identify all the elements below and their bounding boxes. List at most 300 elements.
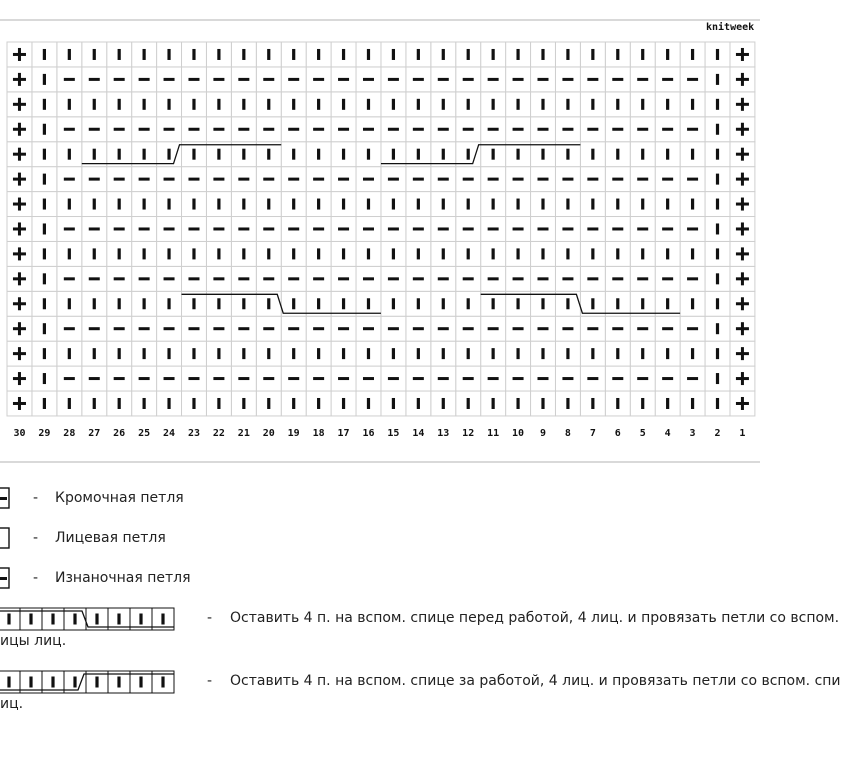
- knit-stitch: [93, 149, 96, 160]
- purl-stitch: [537, 327, 548, 330]
- knit-stitch: [492, 398, 495, 409]
- purl-stitch: [463, 78, 474, 81]
- column-number: 13: [437, 428, 450, 439]
- purl-stitch: [413, 277, 424, 280]
- purl-stitch: [488, 227, 499, 230]
- purl-stitch: [537, 78, 548, 81]
- purl-stitch: [164, 128, 175, 131]
- knit-stitch: [467, 248, 470, 259]
- knit-stitch: [167, 398, 170, 409]
- knit-stitch: [442, 398, 445, 409]
- knit-stitch: [43, 273, 46, 284]
- knit-stitch: [417, 49, 420, 60]
- purl-stitch: [164, 227, 175, 230]
- knit-stitch: [192, 248, 195, 259]
- knit-stitch: [143, 149, 146, 160]
- knit-stitch: [68, 149, 71, 160]
- purl-stitch: [438, 78, 449, 81]
- knit-stitch: [242, 248, 245, 259]
- legend-knit-stitch: [73, 614, 76, 625]
- legend-edge-dash: -: [33, 490, 39, 506]
- knit-stitch: [691, 348, 694, 359]
- knit-stitch: [292, 99, 295, 110]
- knit-stitch: [292, 248, 295, 259]
- purl-stitch: [89, 128, 100, 131]
- edge-stitch: [18, 173, 21, 186]
- purl-stitch: [537, 277, 548, 280]
- purl-stitch: [562, 277, 573, 280]
- knit-stitch: [666, 298, 669, 309]
- knit-stitch: [417, 199, 420, 210]
- purl-stitch: [188, 377, 199, 380]
- edge-stitch: [741, 247, 744, 260]
- purl-stitch: [463, 178, 474, 181]
- knit-stitch: [666, 348, 669, 359]
- purl-stitch: [388, 327, 399, 330]
- purl-stitch: [662, 78, 673, 81]
- purl-stitch: [64, 327, 75, 330]
- knit-stitch: [716, 74, 719, 85]
- knit-stitch: [267, 199, 270, 210]
- knit-stitch: [242, 149, 245, 160]
- edge-stitch: [741, 322, 744, 335]
- purl-stitch: [612, 78, 623, 81]
- purl-stitch: [338, 78, 349, 81]
- knit-stitch: [442, 99, 445, 110]
- knit-stitch: [392, 348, 395, 359]
- purl-stitch: [662, 128, 673, 131]
- purl-stitch: [164, 78, 175, 81]
- edge-stitch: [741, 372, 744, 385]
- knit-stitch: [118, 149, 121, 160]
- knit-stitch: [417, 99, 420, 110]
- knit-stitch: [516, 199, 519, 210]
- purl-stitch: [263, 178, 274, 181]
- knit-stitch: [492, 248, 495, 259]
- column-number: 27: [88, 428, 101, 439]
- purl-stitch: [363, 78, 374, 81]
- purl-stitch: [463, 128, 474, 131]
- knit-stitch: [217, 199, 220, 210]
- purl-stitch: [637, 377, 648, 380]
- knit-stitch: [68, 348, 71, 359]
- knit-stitch: [43, 398, 46, 409]
- knit-stitch: [143, 398, 146, 409]
- column-number: 3: [689, 428, 696, 439]
- knit-stitch: [167, 248, 170, 259]
- knit-stitch: [641, 49, 644, 60]
- knit-stitch: [442, 49, 445, 60]
- legend-knit-stitch: [7, 677, 10, 688]
- knit-stitch: [516, 298, 519, 309]
- purl-stitch: [139, 277, 150, 280]
- purl-stitch: [114, 128, 125, 131]
- knit-stitch: [93, 398, 96, 409]
- knit-stitch: [641, 99, 644, 110]
- knit-stitch: [716, 398, 719, 409]
- knit-stitch: [242, 348, 245, 359]
- knit-stitch: [417, 298, 420, 309]
- purl-stitch: [562, 377, 573, 380]
- knit-stitch: [118, 99, 121, 110]
- purl-stitch: [562, 227, 573, 230]
- knit-stitch: [43, 223, 46, 234]
- purl-stitch: [662, 277, 673, 280]
- knit-stitch: [516, 49, 519, 60]
- purl-stitch: [687, 227, 698, 230]
- purl-stitch: [463, 227, 474, 230]
- knit-stitch: [367, 348, 370, 359]
- purl-stitch: [89, 377, 100, 380]
- purl-stitch: [238, 78, 249, 81]
- purl-stitch: [238, 128, 249, 131]
- purl-stitch: [488, 78, 499, 81]
- column-number: 23: [187, 428, 200, 439]
- legend-edge-symbol: [0, 487, 10, 509]
- knit-stitch: [616, 298, 619, 309]
- column-number: 8: [564, 428, 571, 439]
- legend-purl-label: Изнаночная петля: [55, 570, 191, 586]
- knit-stitch: [93, 348, 96, 359]
- purl-stitch: [338, 327, 349, 330]
- purl-stitch: [64, 128, 75, 131]
- purl-stitch: [64, 377, 75, 380]
- purl-stitch: [139, 227, 150, 230]
- purl-stitch: [612, 277, 623, 280]
- column-number: 19: [287, 428, 300, 439]
- knit-stitch: [143, 298, 146, 309]
- purl-stitch: [562, 78, 573, 81]
- edge-stitch: [18, 372, 21, 385]
- knit-stitch: [616, 248, 619, 259]
- purl-stitch: [64, 78, 75, 81]
- purl-stitch: [438, 277, 449, 280]
- knit-stitch: [566, 49, 569, 60]
- knit-stitch: [43, 373, 46, 384]
- purl-stitch: [313, 277, 324, 280]
- knit-stitch: [591, 149, 594, 160]
- purl-stitch: [413, 327, 424, 330]
- purl-stitch: [139, 128, 150, 131]
- purl-stitch: [338, 227, 349, 230]
- knit-stitch: [616, 49, 619, 60]
- knit-stitch: [93, 49, 96, 60]
- knit-stitch: [367, 99, 370, 110]
- edge-stitch: [741, 397, 744, 410]
- purl-stitch: [562, 327, 573, 330]
- knit-stitch: [217, 348, 220, 359]
- purl-stitch: [513, 128, 524, 131]
- purl-stitch: [263, 327, 274, 330]
- purl-stitch: [612, 327, 623, 330]
- knit-stitch: [143, 49, 146, 60]
- purl-stitch: [114, 377, 125, 380]
- purl-stitch: [637, 178, 648, 181]
- purl-stitch: [313, 78, 324, 81]
- knit-stitch: [242, 298, 245, 309]
- knit-stitch: [467, 149, 470, 160]
- purl-stitch: [463, 277, 474, 280]
- purl-stitch: [388, 178, 399, 181]
- purl-stitch: [363, 178, 374, 181]
- purl-stitch: [687, 78, 698, 81]
- purl-stitch: [612, 377, 623, 380]
- purl-stitch: [687, 327, 698, 330]
- knit-stitch: [392, 99, 395, 110]
- legend-purl-dash: -: [33, 570, 39, 586]
- knit-stitch: [417, 348, 420, 359]
- purl-stitch: [263, 128, 274, 131]
- purl-stitch: [288, 128, 299, 131]
- knit-stitch: [118, 348, 121, 359]
- knit-stitch: [616, 348, 619, 359]
- purl-stitch: [388, 227, 399, 230]
- knit-stitch: [566, 398, 569, 409]
- knit-stitch: [242, 99, 245, 110]
- purl-stitch: [238, 277, 249, 280]
- knit-stitch: [217, 248, 220, 259]
- knit-stitch: [317, 99, 320, 110]
- purl-stitch: [213, 128, 224, 131]
- purl-stitch: [662, 227, 673, 230]
- knit-stitch: [342, 99, 345, 110]
- knit-stitch: [367, 199, 370, 210]
- purl-stitch: [213, 227, 224, 230]
- purl-stitch: [114, 178, 125, 181]
- knit-stitch: [541, 49, 544, 60]
- knit-stitch: [467, 199, 470, 210]
- knit-stitch: [367, 398, 370, 409]
- purl-stitch: [438, 327, 449, 330]
- purl-stitch: [188, 277, 199, 280]
- column-number: 29: [38, 428, 51, 439]
- knit-stitch: [68, 49, 71, 60]
- knit-stitch: [342, 49, 345, 60]
- edge-stitch: [18, 48, 21, 61]
- purl-stitch: [388, 78, 399, 81]
- purl-stitch: [438, 227, 449, 230]
- purl-stitch: [513, 327, 524, 330]
- purl-stitch: [164, 377, 175, 380]
- knit-stitch: [716, 248, 719, 259]
- knit-stitch: [616, 149, 619, 160]
- legend-knit-stitch: [95, 614, 98, 625]
- legend-cable-front-symbol: [0, 606, 182, 632]
- knit-stitch: [317, 398, 320, 409]
- knit-stitch: [192, 99, 195, 110]
- legend-cable-back-symbol: [0, 669, 182, 695]
- knit-stitch: [716, 273, 719, 284]
- knit-stitch: [691, 298, 694, 309]
- purl-stitch: [89, 178, 100, 181]
- knit-stitch: [566, 149, 569, 160]
- knit-stitch: [317, 49, 320, 60]
- knit-stitch: [616, 199, 619, 210]
- knit-stitch: [317, 149, 320, 160]
- knit-stitch: [566, 199, 569, 210]
- purl-stitch: [288, 277, 299, 280]
- purl-stitch: [238, 327, 249, 330]
- knit-stitch: [242, 199, 245, 210]
- legend-knit-dash: -: [33, 530, 39, 546]
- knit-stitch: [566, 248, 569, 259]
- purl-stitch: [587, 377, 598, 380]
- knit-stitch: [691, 199, 694, 210]
- purl-stitch: [587, 128, 598, 131]
- knit-stitch: [217, 99, 220, 110]
- knit-stitch: [591, 348, 594, 359]
- purl-stitch: [463, 327, 474, 330]
- column-number: 5: [639, 428, 646, 439]
- legend-cable-back-dash: -: [207, 673, 213, 689]
- knit-stitch: [317, 298, 320, 309]
- knit-stitch: [192, 298, 195, 309]
- purl-stitch: [213, 377, 224, 380]
- knit-stitch: [691, 49, 694, 60]
- knit-stitch: [367, 298, 370, 309]
- column-number: 4: [664, 428, 671, 439]
- purl-stitch: [637, 128, 648, 131]
- purl-stitch: [188, 227, 199, 230]
- knit-stitch: [467, 298, 470, 309]
- legend-knit-stitch: [117, 677, 120, 688]
- legend-knit-stitch: [95, 677, 98, 688]
- knit-stitch: [367, 248, 370, 259]
- column-number: 28: [63, 428, 76, 439]
- knit-stitch: [492, 99, 495, 110]
- knit-stitch: [467, 49, 470, 60]
- purl-stitch: [388, 277, 399, 280]
- purl-stitch: [338, 128, 349, 131]
- knit-stitch: [716, 124, 719, 135]
- purl-stitch: [188, 178, 199, 181]
- purl-stitch: [587, 178, 598, 181]
- knit-stitch: [516, 99, 519, 110]
- purl-stitch: [313, 178, 324, 181]
- column-number: 24: [163, 428, 176, 439]
- knit-stitch: [192, 149, 195, 160]
- legend-cable-back-wrap: иц.: [0, 696, 24, 712]
- column-number: 26: [113, 428, 126, 439]
- purl-stitch: [338, 178, 349, 181]
- knit-stitch: [367, 149, 370, 160]
- column-number: 12: [462, 428, 475, 439]
- knit-stitch: [616, 398, 619, 409]
- purl-stitch: [363, 128, 374, 131]
- knit-stitch: [442, 298, 445, 309]
- knit-stitch: [666, 99, 669, 110]
- knit-stitch: [716, 298, 719, 309]
- knit-stitch: [716, 373, 719, 384]
- knit-stitch: [492, 348, 495, 359]
- purl-stitch: [288, 178, 299, 181]
- knit-stitch: [541, 99, 544, 110]
- purl-stitch: [513, 377, 524, 380]
- knit-stitch: [43, 49, 46, 60]
- purl-stitch: [263, 227, 274, 230]
- knit-stitch: [342, 248, 345, 259]
- legend-knit-stitch: [29, 677, 32, 688]
- knit-stitch: [267, 99, 270, 110]
- purl-stitch: [313, 377, 324, 380]
- knit-stitch: [641, 348, 644, 359]
- edge-stitch: [18, 322, 21, 335]
- knit-stitch: [641, 149, 644, 160]
- purl-stitch: [288, 377, 299, 380]
- knit-stitch: [492, 149, 495, 160]
- legend-knit-stitch: [117, 614, 120, 625]
- knit-stitch: [641, 398, 644, 409]
- purl-stitch: [662, 327, 673, 330]
- knit-stitch: [591, 99, 594, 110]
- purl-stitch: [488, 377, 499, 380]
- purl-stitch: [438, 128, 449, 131]
- knit-stitch: [143, 199, 146, 210]
- knit-stitch: [93, 248, 96, 259]
- knit-stitch: [217, 49, 220, 60]
- purl-stitch: [188, 78, 199, 81]
- knit-stitch: [716, 99, 719, 110]
- column-number: 11: [487, 428, 500, 439]
- purl-stitch: [139, 377, 150, 380]
- column-number: 30: [13, 428, 26, 439]
- purl-stitch: [213, 277, 224, 280]
- knit-stitch: [267, 248, 270, 259]
- knit-stitch: [392, 398, 395, 409]
- legend-knit-stitch: [7, 614, 10, 625]
- purl-stitch: [562, 178, 573, 181]
- knit-stitch: [442, 199, 445, 210]
- purl-stitch: [164, 277, 175, 280]
- knit-stitch: [666, 149, 669, 160]
- purl-stitch: [413, 178, 424, 181]
- column-number: 21: [237, 428, 250, 439]
- purl-stitch: [89, 227, 100, 230]
- purl-stitch: [64, 277, 75, 280]
- legend-knit-stitch: [51, 677, 54, 688]
- purl-stitch: [89, 78, 100, 81]
- purl-stitch: [213, 327, 224, 330]
- knit-stitch: [43, 174, 46, 185]
- purl-stitch: [513, 178, 524, 181]
- knit-stitch: [167, 99, 170, 110]
- knit-stitch: [68, 248, 71, 259]
- knit-stitch: [716, 149, 719, 160]
- knit-stitch: [118, 248, 121, 259]
- knit-stitch: [242, 49, 245, 60]
- knit-stitch: [641, 199, 644, 210]
- knit-stitch: [716, 223, 719, 234]
- edge-stitch: [741, 173, 744, 186]
- purl-stitch: [89, 277, 100, 280]
- knit-stitch: [43, 74, 46, 85]
- knit-stitch: [342, 398, 345, 409]
- knit-stitch: [541, 298, 544, 309]
- purl-stitch: [338, 277, 349, 280]
- knit-stitch: [43, 248, 46, 259]
- purl-stitch: [164, 178, 175, 181]
- knit-stitch: [541, 398, 544, 409]
- purl-stitch: [587, 227, 598, 230]
- knit-stitch: [68, 99, 71, 110]
- purl-stitch: [662, 377, 673, 380]
- legend-cable-front-wrap: ицы лиц.: [0, 633, 67, 649]
- edge-stitch: [18, 347, 21, 360]
- legend-cable-front-dash: -: [207, 610, 213, 626]
- knit-stitch: [417, 149, 420, 160]
- purl-stitch: [139, 327, 150, 330]
- purl-stitch: [363, 227, 374, 230]
